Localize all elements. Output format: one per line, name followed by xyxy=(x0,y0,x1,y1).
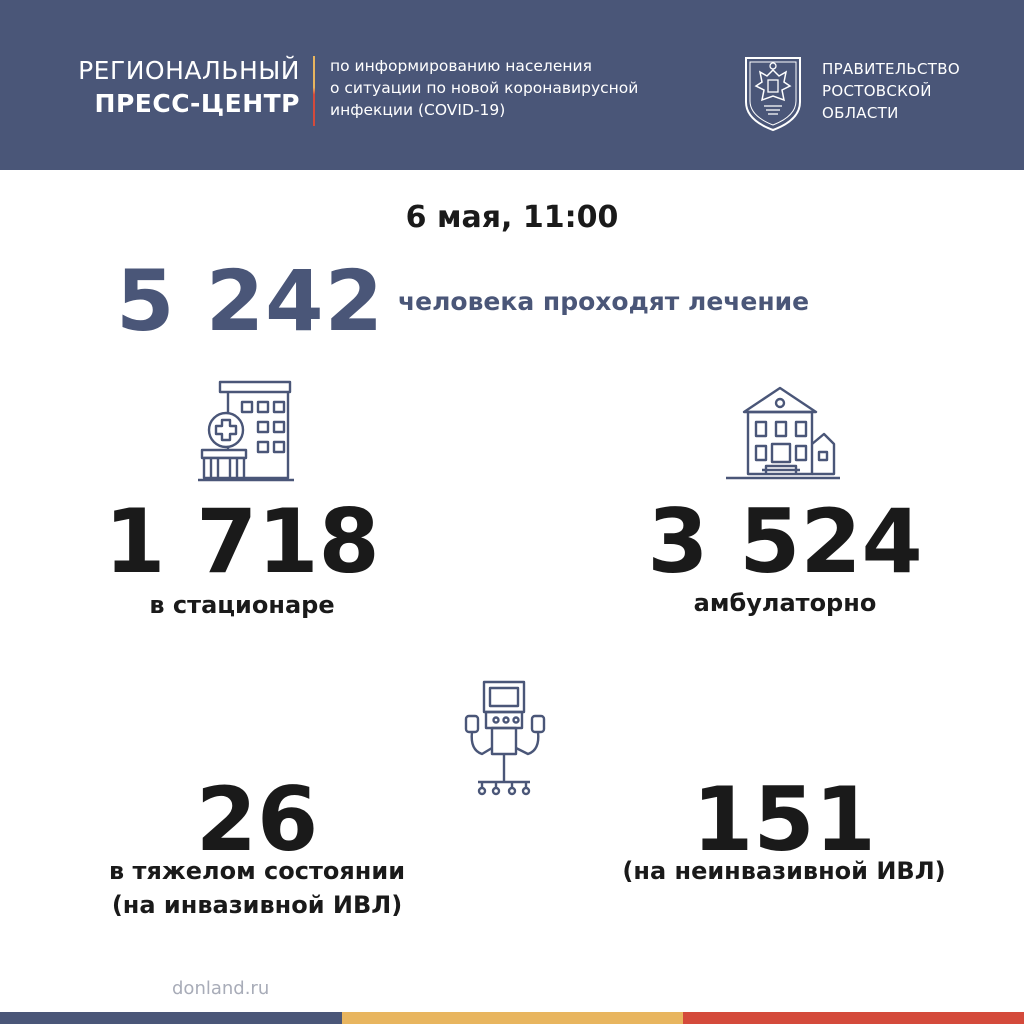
brand-title xyxy=(78,55,300,121)
severe-label-line-1: в тяжелом состоянии xyxy=(108,857,406,885)
footer-bar-blue xyxy=(0,1012,342,1024)
header-subtitle xyxy=(330,55,638,121)
gov-line-3: ОБЛАСТИ xyxy=(822,104,899,122)
government-name xyxy=(822,58,960,124)
brand-line-1: РЕГИОНАЛЬНЫЙ xyxy=(78,56,300,85)
outpatient-label: амбулаторно xyxy=(693,589,877,617)
hospital-icon xyxy=(198,378,294,484)
severe-count: 26 xyxy=(195,768,319,871)
house-icon xyxy=(722,384,844,484)
total-label: человека проходят лечение xyxy=(398,287,810,316)
gov-line-2: РОСТОВСКОЙ xyxy=(822,82,932,100)
header-divider xyxy=(313,56,315,126)
noninvasive-label: (на неинвазивной ИВЛ) xyxy=(622,857,946,885)
subtitle-line-3: инфекции (COVID-19) xyxy=(330,101,506,119)
hospital-count: 1 718 xyxy=(104,490,380,593)
noninvasive-count: 151 xyxy=(692,768,876,871)
report-date: 6 мая, 11:00 xyxy=(405,200,619,235)
header-banner xyxy=(0,0,1024,170)
gov-line-1: ПРАВИТЕЛЬСТВО xyxy=(822,60,960,78)
severe-label-line-2: (на инвазивной ИВЛ) xyxy=(111,891,403,919)
subtitle-line-2: о ситуации по новой коронавирусной xyxy=(330,79,639,97)
footer-bar-red xyxy=(683,1012,1024,1024)
footer-bar-yellow xyxy=(342,1012,683,1024)
footer-url[interactable]: donland.ru xyxy=(172,978,270,999)
ventilator-icon xyxy=(460,678,552,798)
coat-of-arms-icon xyxy=(740,52,806,132)
total-count: 5 242 xyxy=(116,252,385,350)
outpatient-count: 3 524 xyxy=(647,490,923,593)
brand-line-2: ПРЕСС-ЦЕНТР xyxy=(94,89,300,118)
hospital-label: в стационаре xyxy=(149,591,335,619)
subtitle-line-1: по информированию населения xyxy=(330,57,592,75)
